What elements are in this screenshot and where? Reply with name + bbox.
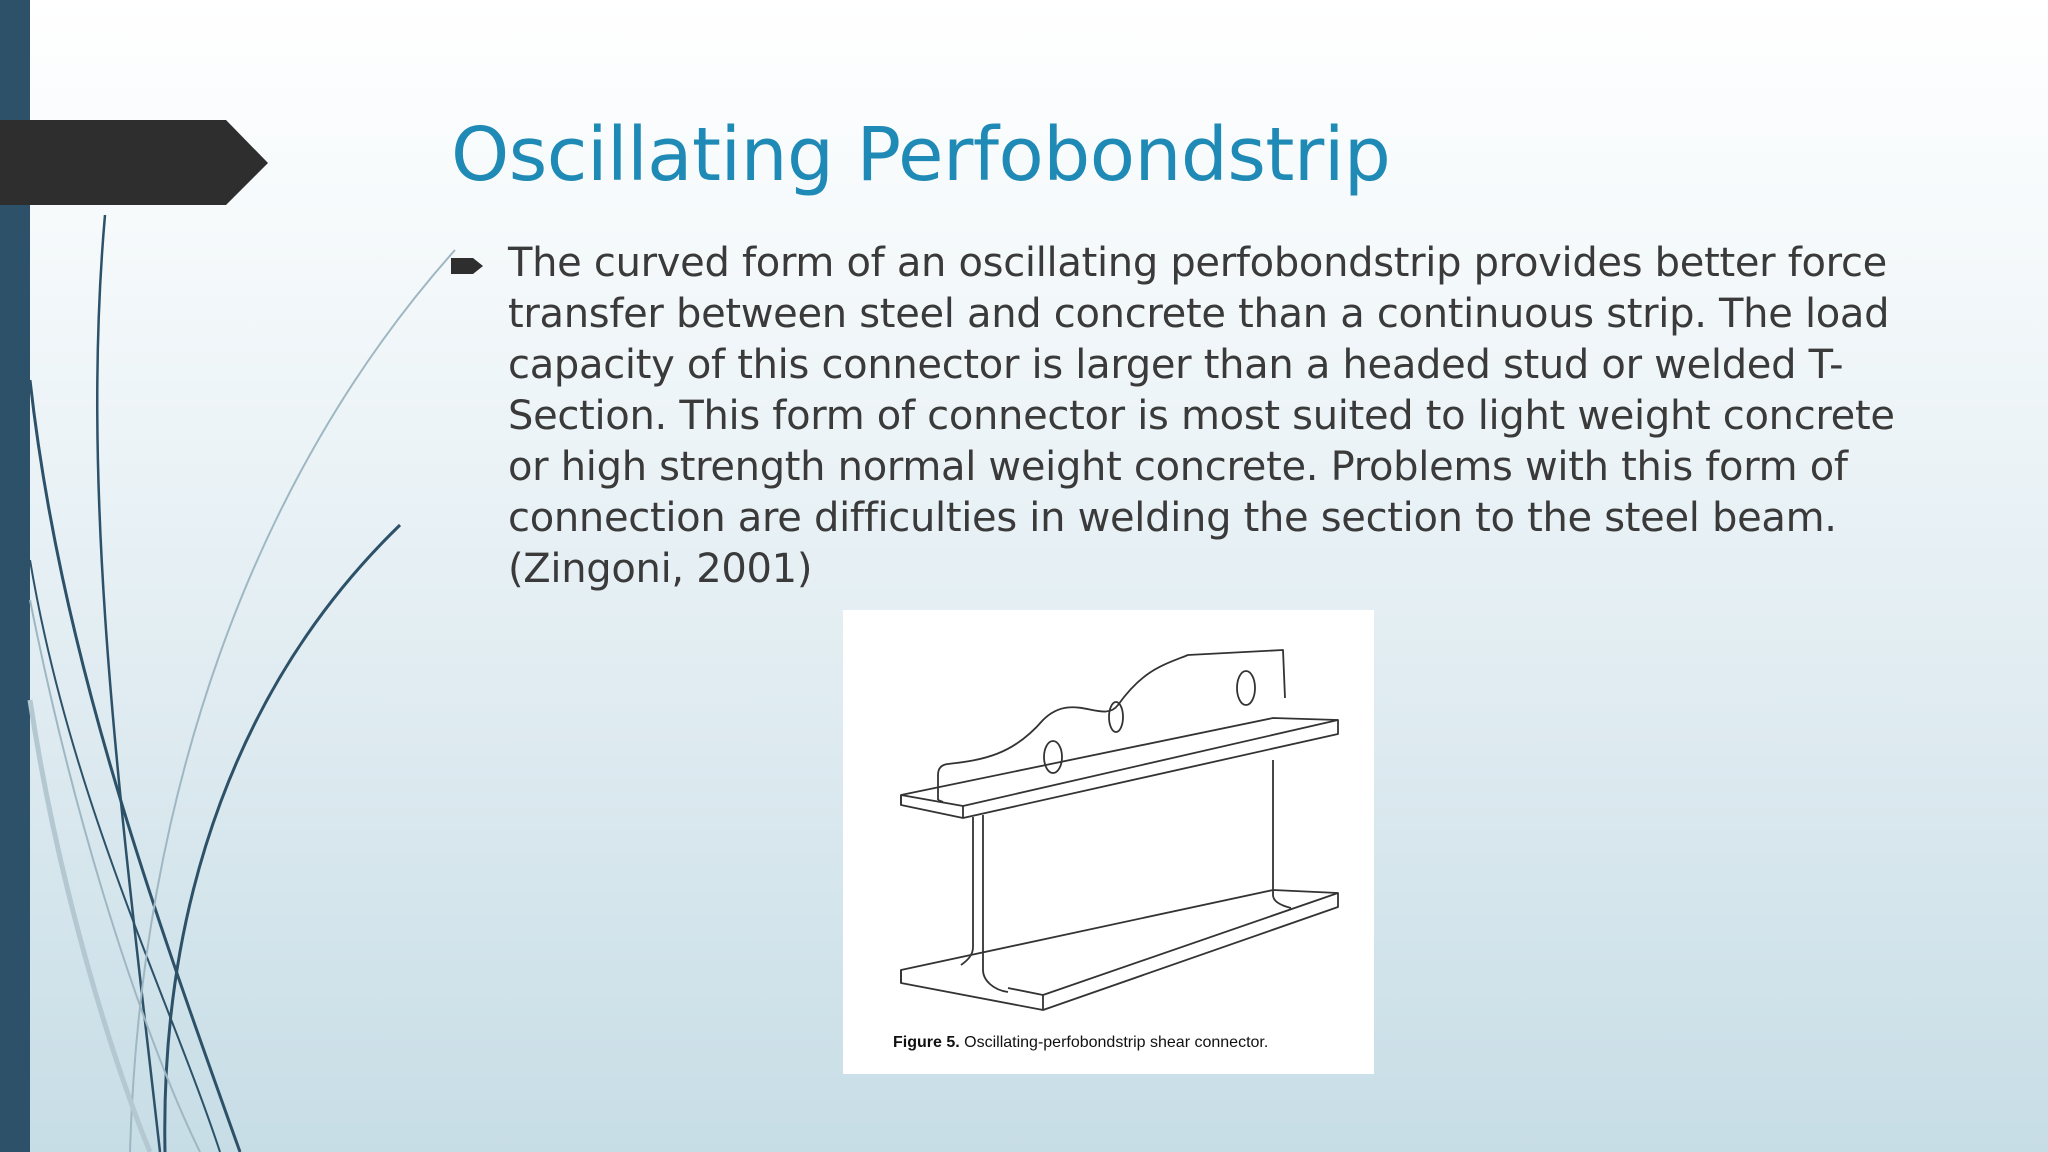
bottom-flange [901, 890, 1338, 1010]
title-arrow-banner [0, 120, 268, 205]
strip-hole [1044, 741, 1062, 773]
web [961, 817, 973, 965]
bullet-text: The curved form of an oscillating perfobondstrip provides better force transfer between steel and concrete than a continuous strip. The load capacity of this connector is larger than a headed stud or welded T-Section. This form of connector is most suited to light weight concrete or high strength normal weight concrete. Problems with this form of connection are difficulties in welding the section to the steel beam. (Zingoni, 2001) [508, 240, 1895, 592]
shear-connector-drawing [843, 610, 1374, 1074]
bullet-item [451, 238, 1931, 595]
slide-title: Oscillating Perfobondstrip [451, 112, 1391, 198]
arrow-bullet-icon [451, 255, 485, 277]
figure-caption [893, 1034, 1363, 1052]
strip-hole [1237, 671, 1255, 705]
caption-text: Oscillating-perfobondstrip shear connector. [959, 1034, 1269, 1051]
caption-label: Figure 5. [893, 1034, 960, 1051]
oscillating-strip [938, 650, 1285, 800]
figure-image [843, 610, 1374, 1074]
